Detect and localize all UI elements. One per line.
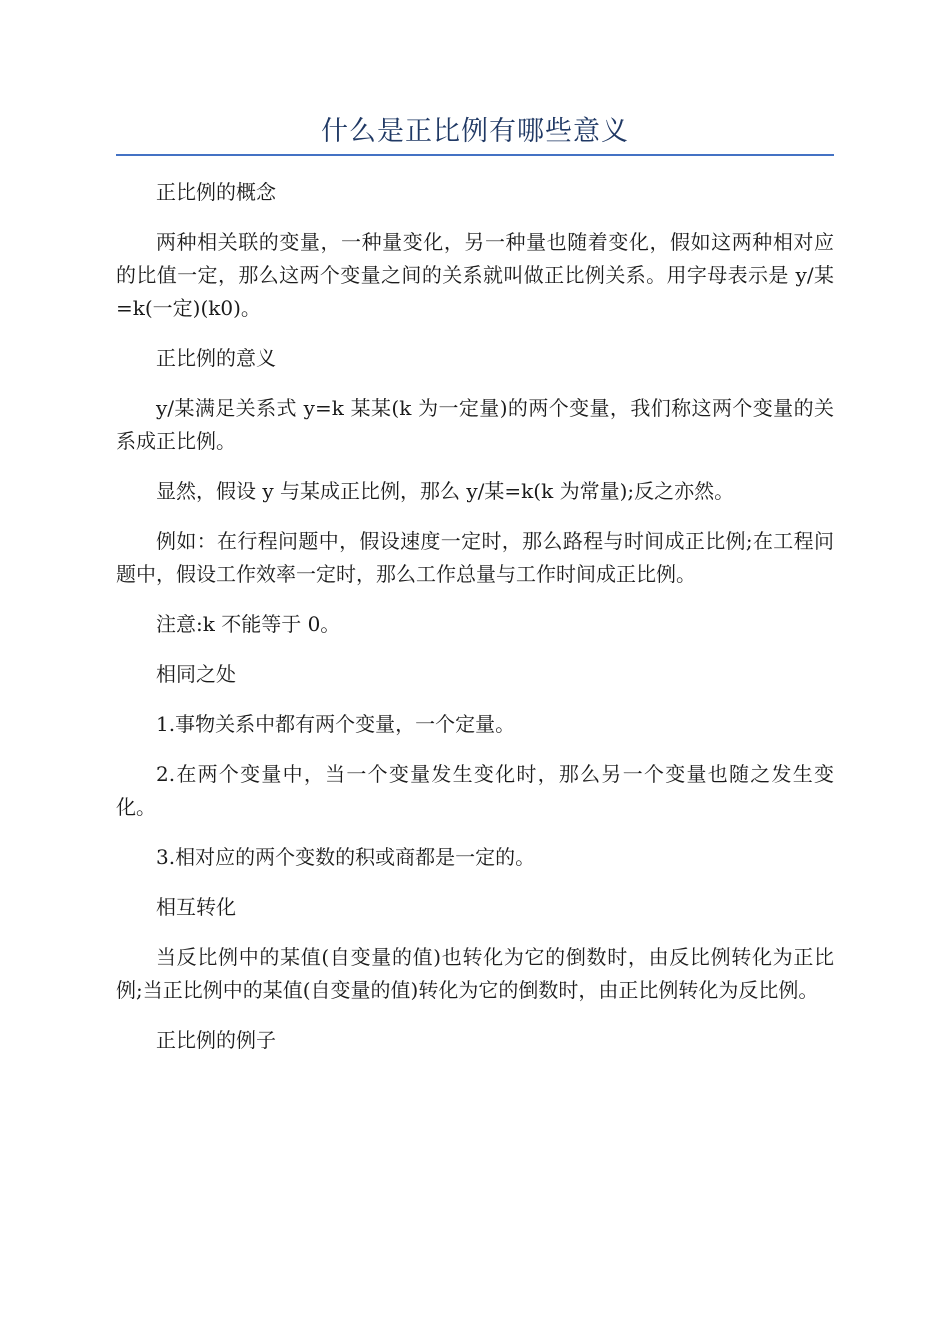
list-item-1: 1.事物关系中都有两个变量，一个定量。: [156, 712, 516, 736]
title-underline: [116, 154, 834, 156]
section-heading-meaning: 正比例的意义: [156, 346, 276, 370]
paragraph-conversion: 当反比例中的某值(自变量的值)也转化为它的倒数时，由反比例转化为正比例;当正比例中的某值(自变量的值)转化为它的倒数时，由正比例转化为反比例。: [116, 945, 834, 1002]
document-title: 什么是正比例有哪些意义: [321, 116, 629, 147]
paragraph-concept-definition: 两种相关联的变量，一种量变化，另一种量也随着变化，假如这两种相对应的比值一定，那么这两个变量之间的关系就叫做正比例关系。用字母表示是 y/某=k(一定)(k0)。: [116, 230, 834, 320]
paragraph-meaning: y/某满足关系式 y=k 某某(k 为一定量)的两个变量，我们称这两个变量的关系成正比例。: [116, 396, 834, 453]
paragraph-converse: 显然，假设 y 与某成正比例，那么 y/某=k(k 为常量);反之亦然。: [156, 479, 735, 503]
section-heading-conversion: 相互转化: [156, 895, 236, 919]
paragraph-examples: 例如：在行程问题中，假设速度一定时，那么路程与时间成正比例;在工程问题中，假设工作效率一定时，那么工作总量与工作时间成正比例。: [116, 529, 834, 586]
list-item-3: 3.相对应的两个变数的积或商都是一定的。: [156, 845, 536, 869]
section-heading-concept: 正比例的概念: [156, 180, 276, 204]
paragraph-note: 注意:k 不能等于 0。: [156, 612, 341, 636]
section-heading-examples: 正比例的例子: [156, 1028, 276, 1052]
list-item-2: 2.在两个变量中，当一个变量发生变化时，那么另一个变量也随之发生变化。: [116, 762, 834, 819]
document-body: [116, 176, 834, 1074]
section-heading-similarities: 相同之处: [156, 662, 236, 686]
